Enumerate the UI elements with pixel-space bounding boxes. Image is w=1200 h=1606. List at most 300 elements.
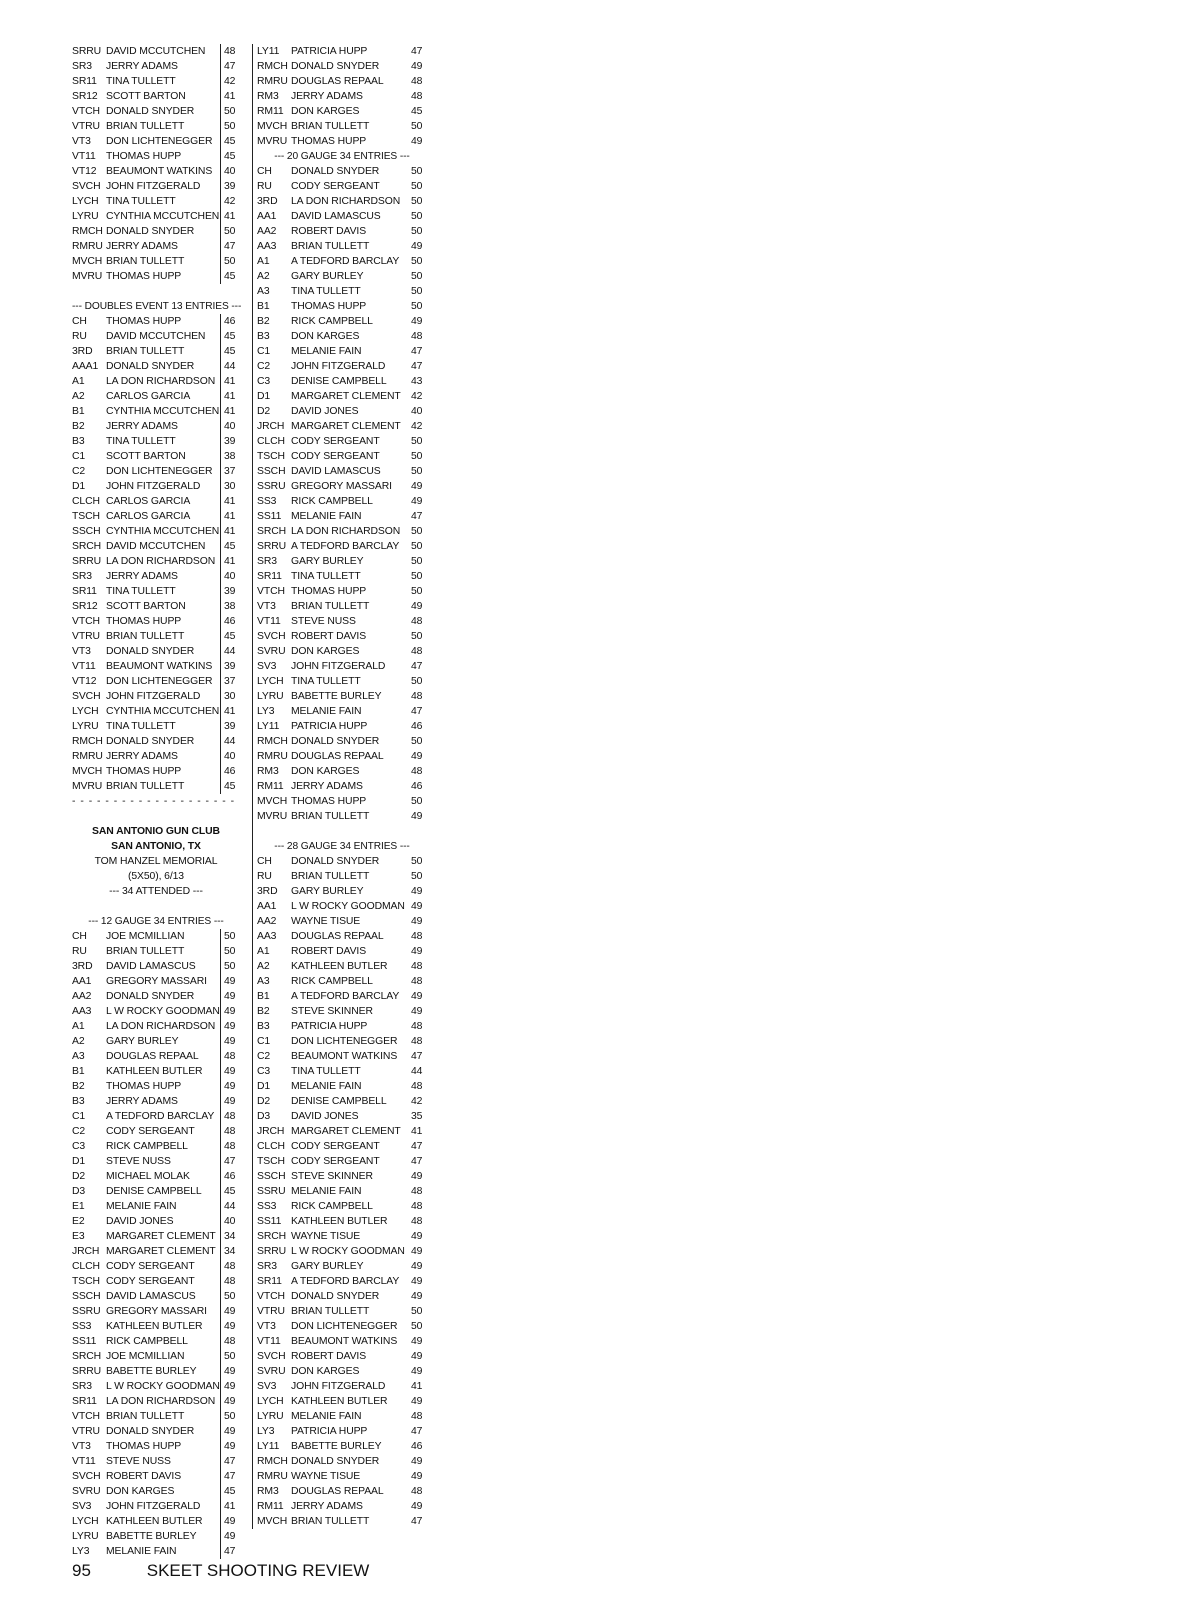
shooter-name: CODY SERGEANT xyxy=(106,1276,195,1287)
result-class: RU xyxy=(72,331,87,342)
result-row xyxy=(72,329,240,344)
result-class: VT3 xyxy=(257,601,276,612)
result-class: SR3 xyxy=(257,556,277,567)
result-row xyxy=(257,1064,427,1079)
score: 46 xyxy=(411,721,423,732)
result-class: SR3 xyxy=(72,571,92,582)
score: 50 xyxy=(411,526,423,537)
score: 49 xyxy=(411,916,423,927)
result-class: SRCH xyxy=(72,541,102,552)
result-row xyxy=(72,1019,240,1034)
result-row xyxy=(72,659,240,674)
result-class: SV3 xyxy=(257,661,277,672)
shooter-name: GREGORY MASSARI xyxy=(106,1306,207,1317)
shooter-name: BABETTE BURLEY xyxy=(291,691,382,702)
shooter-name: CYNTHIA MCCUTCHEN xyxy=(106,706,220,717)
score: 49 xyxy=(220,1439,240,1454)
result-class: VTCH xyxy=(72,106,100,117)
shooter-name: JOHN FITZGERALD xyxy=(106,1501,201,1512)
shooter-name: DON LICHTENEGGER xyxy=(106,136,213,147)
result-row xyxy=(257,674,427,689)
score: 47 xyxy=(411,661,423,672)
shooter-name: MELANIE FAIN xyxy=(291,1411,362,1422)
result-class: SVCH xyxy=(257,1351,286,1362)
result-row xyxy=(72,539,240,554)
score: 50 xyxy=(411,856,423,867)
result-class: SVRU xyxy=(257,646,286,657)
result-row xyxy=(257,614,427,629)
shooter-name: A TEDFORD BARCLAY xyxy=(291,541,400,552)
result-row xyxy=(72,1154,240,1169)
shooter-name: MARGARET CLEMENT xyxy=(291,1126,401,1137)
shooter-name: TINA TULLETT xyxy=(106,196,176,207)
shooter-name: DONALD SNYDER xyxy=(291,736,380,747)
result-row xyxy=(72,1469,240,1484)
shooter-name: PATRICIA HUPP xyxy=(291,1426,368,1437)
result-row xyxy=(257,59,427,74)
result-row xyxy=(72,449,240,464)
score: 49 xyxy=(411,1501,423,1512)
result-class: SR12 xyxy=(72,601,98,612)
shooter-name: DAVID LAMASCUS xyxy=(106,961,196,972)
result-row xyxy=(72,1274,240,1289)
result-row xyxy=(72,464,240,479)
result-row xyxy=(72,1529,240,1544)
score: 50 xyxy=(220,254,240,269)
shooter-name: TINA TULLETT xyxy=(291,676,361,687)
shooter-name: ROBERT DAVIS xyxy=(106,1471,182,1482)
club-city: SAN ANTONIO, TX xyxy=(111,841,201,852)
score: 50 xyxy=(411,286,423,297)
result-row xyxy=(72,614,240,629)
result-row xyxy=(72,1139,240,1154)
event-header: --- 12 GAUGE 34 ENTRIES --- xyxy=(88,916,224,927)
result-row xyxy=(257,1274,427,1289)
result-class: B2 xyxy=(257,316,270,327)
result-row xyxy=(72,1214,240,1229)
score: 50 xyxy=(411,676,423,687)
score: 49 xyxy=(411,811,423,822)
result-row xyxy=(72,419,240,434)
result-row xyxy=(257,1019,427,1034)
result-class: B2 xyxy=(72,1081,85,1092)
shooter-name: JERRY ADAMS xyxy=(291,781,363,792)
shooter-name: WAYNE TISUE xyxy=(291,1231,361,1242)
result-class: B3 xyxy=(257,331,270,342)
result-class: RM3 xyxy=(257,766,279,777)
shooter-name: STEVE NUSS xyxy=(291,616,356,627)
result-class: VTRU xyxy=(72,121,100,132)
shooter-name: RICK CAMPBELL xyxy=(291,1201,373,1212)
result-row xyxy=(72,1049,240,1064)
shooter-name: TINA TULLETT xyxy=(106,586,176,597)
shooter-name: L W ROCKY GOODMAN xyxy=(106,1381,220,1392)
score: 44 xyxy=(220,359,240,374)
results-list xyxy=(257,854,427,1529)
shooter-name: DAVID MCCUTCHEN xyxy=(106,541,206,552)
shooter-name: DOUGLAS REPAAL xyxy=(291,76,384,87)
result-class: AA3 xyxy=(72,1006,92,1017)
shooter-name: KATHLEEN BUTLER xyxy=(106,1321,203,1332)
result-class: VTCH xyxy=(72,616,100,627)
result-row xyxy=(72,1484,240,1499)
result-class: 3RD xyxy=(72,961,93,972)
shooter-name: BRIAN TULLETT xyxy=(106,631,185,642)
score: 48 xyxy=(411,1201,423,1212)
result-row xyxy=(72,644,240,659)
score: 45 xyxy=(220,779,240,794)
result-class: A2 xyxy=(257,271,270,282)
result-row xyxy=(72,929,240,944)
result-class: SRRU xyxy=(72,46,102,57)
score: 49 xyxy=(411,886,423,897)
shooter-name: CODY SERGEANT xyxy=(106,1126,195,1137)
score: 48 xyxy=(220,1259,240,1274)
result-row xyxy=(72,989,240,1004)
shooter-name: BRIAN TULLETT xyxy=(291,871,370,882)
score: 45 xyxy=(220,329,240,344)
score: 49 xyxy=(220,1079,240,1094)
result-row xyxy=(257,1439,427,1454)
result-class: A3 xyxy=(72,1051,85,1062)
shooter-name: DONALD SNYDER xyxy=(106,736,195,747)
shooter-name: THOMAS HUPP xyxy=(291,301,367,312)
score: 50 xyxy=(411,1321,423,1332)
result-class: SSCH xyxy=(257,1171,286,1182)
result-row xyxy=(72,569,240,584)
score: 45 xyxy=(411,106,423,117)
result-row xyxy=(257,554,427,569)
shooter-name: CYNTHIA MCCUTCHEN xyxy=(106,211,220,222)
score: 46 xyxy=(220,764,240,779)
result-row xyxy=(72,1424,240,1439)
result-row xyxy=(257,464,427,479)
result-class: MVCH xyxy=(257,121,288,132)
score: 45 xyxy=(220,344,240,359)
shooter-name: DAVID LAMASCUS xyxy=(106,1291,196,1302)
result-row xyxy=(257,1049,427,1064)
result-row xyxy=(257,104,427,119)
result-row xyxy=(72,269,240,284)
result-class: VT12 xyxy=(72,166,97,177)
result-class: SR3 xyxy=(257,1261,277,1272)
result-class: SSCH xyxy=(72,526,101,537)
result-row xyxy=(257,1184,427,1199)
result-class: C2 xyxy=(72,1126,86,1137)
result-row xyxy=(72,1544,240,1559)
score: 40 xyxy=(220,569,240,584)
shooter-name: BRIAN TULLETT xyxy=(291,601,370,612)
shooter-name: CARLOS GARCIA xyxy=(106,391,191,402)
shooter-name: ROBERT DAVIS xyxy=(291,946,367,957)
shooter-name: CODY SERGEANT xyxy=(291,436,380,447)
result-row xyxy=(72,194,240,209)
result-class: SR3 xyxy=(72,1381,92,1392)
result-class: C1 xyxy=(72,451,86,462)
result-row xyxy=(72,1244,240,1259)
shooter-name: DONALD SNYDER xyxy=(106,1426,195,1437)
result-row xyxy=(257,299,427,314)
shooter-name: L W ROCKY GOODMAN xyxy=(291,1246,405,1257)
shooter-name: GREGORY MASSARI xyxy=(291,481,392,492)
result-row xyxy=(72,1184,240,1199)
result-row xyxy=(257,179,427,194)
score: 49 xyxy=(411,496,423,507)
shooter-name: DONALD SNYDER xyxy=(291,1456,380,1467)
score: 49 xyxy=(411,1396,423,1407)
score: 39 xyxy=(220,719,240,734)
result-row xyxy=(257,1109,427,1124)
score: 41 xyxy=(220,494,240,509)
shooter-name: DAVID MCCUTCHEN xyxy=(106,46,206,57)
result-row xyxy=(72,1109,240,1124)
score: 42 xyxy=(411,391,423,402)
result-class: A2 xyxy=(72,391,85,402)
score: 50 xyxy=(220,119,240,134)
result-row xyxy=(257,959,427,974)
results-list xyxy=(72,44,240,284)
shooter-name: DONALD SNYDER xyxy=(106,991,195,1002)
result-class: SRRU xyxy=(72,556,102,567)
score: 49 xyxy=(220,1304,240,1319)
score: 49 xyxy=(411,61,423,72)
score: 47 xyxy=(411,1141,423,1152)
result-class: AAA1 xyxy=(72,361,99,372)
shooter-name: DAVID LAMASCUS xyxy=(291,211,381,222)
result-class: SR11 xyxy=(257,571,282,582)
result-row xyxy=(257,629,427,644)
result-row xyxy=(257,539,427,554)
shooter-name: JOE MCMILLIAN xyxy=(106,931,185,942)
score: 50 xyxy=(411,571,423,582)
result-class: RMRU xyxy=(257,1471,288,1482)
result-class: LYRU xyxy=(72,211,99,222)
result-row xyxy=(257,44,427,59)
shooter-name: BRIAN TULLETT xyxy=(291,1306,370,1317)
result-class: SRCH xyxy=(257,1231,287,1242)
shooter-name: ROBERT DAVIS xyxy=(291,631,367,642)
result-row xyxy=(257,494,427,509)
result-class: LYRU xyxy=(257,691,284,702)
result-row xyxy=(257,1124,427,1139)
shooter-name: DON LICHTENEGGER xyxy=(106,676,213,687)
shooter-name: BRIAN TULLETT xyxy=(291,1516,370,1527)
result-class: D3 xyxy=(72,1186,86,1197)
score: 49 xyxy=(411,1261,423,1272)
shooter-name: THOMAS HUPP xyxy=(106,1081,182,1092)
result-class: SSRU xyxy=(257,1186,286,1197)
score: 49 xyxy=(411,1366,423,1377)
result-class: SS3 xyxy=(72,1321,92,1332)
score: 49 xyxy=(411,1171,423,1182)
result-class: CH xyxy=(257,856,272,867)
score: 49 xyxy=(220,1004,240,1019)
score: 50 xyxy=(411,166,423,177)
score: 50 xyxy=(220,224,240,239)
result-row xyxy=(72,509,240,524)
result-class: VTCH xyxy=(257,1291,285,1302)
shooter-name: THOMAS HUPP xyxy=(291,136,367,147)
result-class: SR11 xyxy=(72,586,97,597)
result-class: SRCH xyxy=(257,526,287,537)
result-class: LYCH xyxy=(72,1516,99,1527)
shooter-name: L W ROCKY GOODMAN xyxy=(291,901,405,912)
score: 30 xyxy=(220,689,240,704)
result-class: CLCH xyxy=(257,436,285,447)
shooter-name: RICK CAMPBELL xyxy=(291,976,373,987)
shooter-name: DONALD SNYDER xyxy=(106,361,195,372)
result-row xyxy=(257,389,427,404)
result-row xyxy=(72,1514,240,1529)
result-class: SS11 xyxy=(257,1216,282,1227)
result-row xyxy=(257,1484,427,1499)
score: 50 xyxy=(411,466,423,477)
result-row xyxy=(72,584,240,599)
result-class: RMCH xyxy=(72,736,103,747)
shooter-name: THOMAS HUPP xyxy=(106,271,182,282)
result-row xyxy=(72,1319,240,1334)
shooter-name: MELANIE FAIN xyxy=(291,346,362,357)
result-class: CLCH xyxy=(72,496,100,507)
result-class: RMCH xyxy=(72,226,103,237)
shooter-name: BRIAN TULLETT xyxy=(106,256,185,267)
score: 49 xyxy=(411,1006,423,1017)
shooter-name: CODY SERGEANT xyxy=(291,181,380,192)
shooter-name: DONALD SNYDER xyxy=(106,226,195,237)
result-row xyxy=(257,794,427,809)
result-row xyxy=(257,134,427,149)
result-row xyxy=(257,1079,427,1094)
shooter-name: LA DON RICHARDSON xyxy=(106,1021,216,1032)
result-row xyxy=(257,749,427,764)
result-row xyxy=(257,479,427,494)
shooter-name: CODY SERGEANT xyxy=(106,1261,195,1272)
score: 42 xyxy=(411,421,423,432)
score: 50 xyxy=(411,796,423,807)
result-class: CH xyxy=(72,316,87,327)
result-class: SVRU xyxy=(257,1366,286,1377)
result-row xyxy=(257,374,427,389)
result-class: RM11 xyxy=(257,1501,284,1512)
result-row xyxy=(72,599,240,614)
score: 42 xyxy=(220,74,240,89)
result-row xyxy=(257,1394,427,1409)
score: 45 xyxy=(220,149,240,164)
result-class: SSCH xyxy=(72,1291,101,1302)
result-row xyxy=(257,269,427,284)
score: 48 xyxy=(220,44,240,59)
score: 39 xyxy=(220,584,240,599)
shooter-name: MELANIE FAIN xyxy=(106,1546,177,1557)
section-divider: - - - - - - - - - - - - - - - - - - - - xyxy=(72,796,236,807)
shooter-name: KATHLEEN BUTLER xyxy=(291,961,388,972)
shooter-name: BEAUMONT WATKINS xyxy=(291,1336,398,1347)
result-row xyxy=(257,509,427,524)
result-row xyxy=(72,209,240,224)
shooter-name: BRIAN TULLETT xyxy=(106,946,185,957)
result-class: JRCH xyxy=(257,421,285,432)
score: 41 xyxy=(220,509,240,524)
shooter-name: PATRICIA HUPP xyxy=(291,46,368,57)
result-row xyxy=(257,1469,427,1484)
shooter-name: DON KARGES xyxy=(291,106,360,117)
score: 50 xyxy=(411,556,423,567)
score: 49 xyxy=(411,601,423,612)
results-list xyxy=(72,314,240,794)
result-row xyxy=(72,629,240,644)
shooter-name: THOMAS HUPP xyxy=(106,316,182,327)
shooter-name: RICK CAMPBELL xyxy=(291,316,373,327)
shooter-name: LA DON RICHARDSON xyxy=(291,196,401,207)
score: 49 xyxy=(220,1424,240,1439)
shooter-name: RICK CAMPBELL xyxy=(106,1336,188,1347)
score: 48 xyxy=(220,1139,240,1154)
shooter-name: CARLOS GARCIA xyxy=(106,496,191,507)
shooter-name: GARY BURLEY xyxy=(291,1261,364,1272)
result-class: A3 xyxy=(257,286,270,297)
result-class: TSCH xyxy=(72,511,100,522)
result-row xyxy=(72,704,240,719)
score: 37 xyxy=(220,674,240,689)
result-class: SR11 xyxy=(72,76,97,87)
result-class: VTCH xyxy=(257,586,285,597)
result-class: C2 xyxy=(257,361,271,372)
result-class: SS3 xyxy=(257,496,277,507)
result-row xyxy=(72,74,240,89)
score: 47 xyxy=(411,706,423,717)
score: 30 xyxy=(220,479,240,494)
result-row xyxy=(72,434,240,449)
result-row xyxy=(257,1289,427,1304)
score: 44 xyxy=(220,1199,240,1214)
shooter-name: DONALD SNYDER xyxy=(106,106,195,117)
result-class: B1 xyxy=(257,991,270,1002)
score: 46 xyxy=(220,1169,240,1184)
score: 50 xyxy=(411,181,423,192)
shooter-name: JERRY ADAMS xyxy=(106,421,178,432)
result-class: SRRU xyxy=(72,1366,102,1377)
shooter-name: BRIAN TULLETT xyxy=(291,121,370,132)
shooter-name: DONALD SNYDER xyxy=(106,646,195,657)
result-class: RM3 xyxy=(257,91,279,102)
result-class: 3RD xyxy=(257,196,278,207)
result-class: VT12 xyxy=(72,676,97,687)
shooter-name: TINA TULLETT xyxy=(291,571,361,582)
score: 50 xyxy=(411,211,423,222)
result-class: C3 xyxy=(72,1141,86,1152)
shooter-name: JERRY ADAMS xyxy=(291,1501,363,1512)
result-class: RMRU xyxy=(72,241,103,252)
result-row xyxy=(257,524,427,539)
score: 49 xyxy=(411,1231,423,1242)
result-class: LY11 xyxy=(257,46,280,57)
result-row xyxy=(257,1304,427,1319)
result-row xyxy=(257,1214,427,1229)
results-column-2 xyxy=(252,44,427,1529)
shooter-name: RICK CAMPBELL xyxy=(106,1141,188,1152)
results-list xyxy=(72,929,240,1559)
result-row xyxy=(72,1079,240,1094)
shooter-name: KATHLEEN BUTLER xyxy=(106,1066,203,1077)
shooter-name: DAVID JONES xyxy=(291,406,359,417)
result-class: RM11 xyxy=(257,106,284,117)
score: 49 xyxy=(411,316,423,327)
result-row xyxy=(257,644,427,659)
result-class: D1 xyxy=(72,481,86,492)
result-class: SS11 xyxy=(72,1336,97,1347)
result-class: VT3 xyxy=(72,646,91,657)
shooter-name: CODY SERGEANT xyxy=(291,1156,380,1167)
